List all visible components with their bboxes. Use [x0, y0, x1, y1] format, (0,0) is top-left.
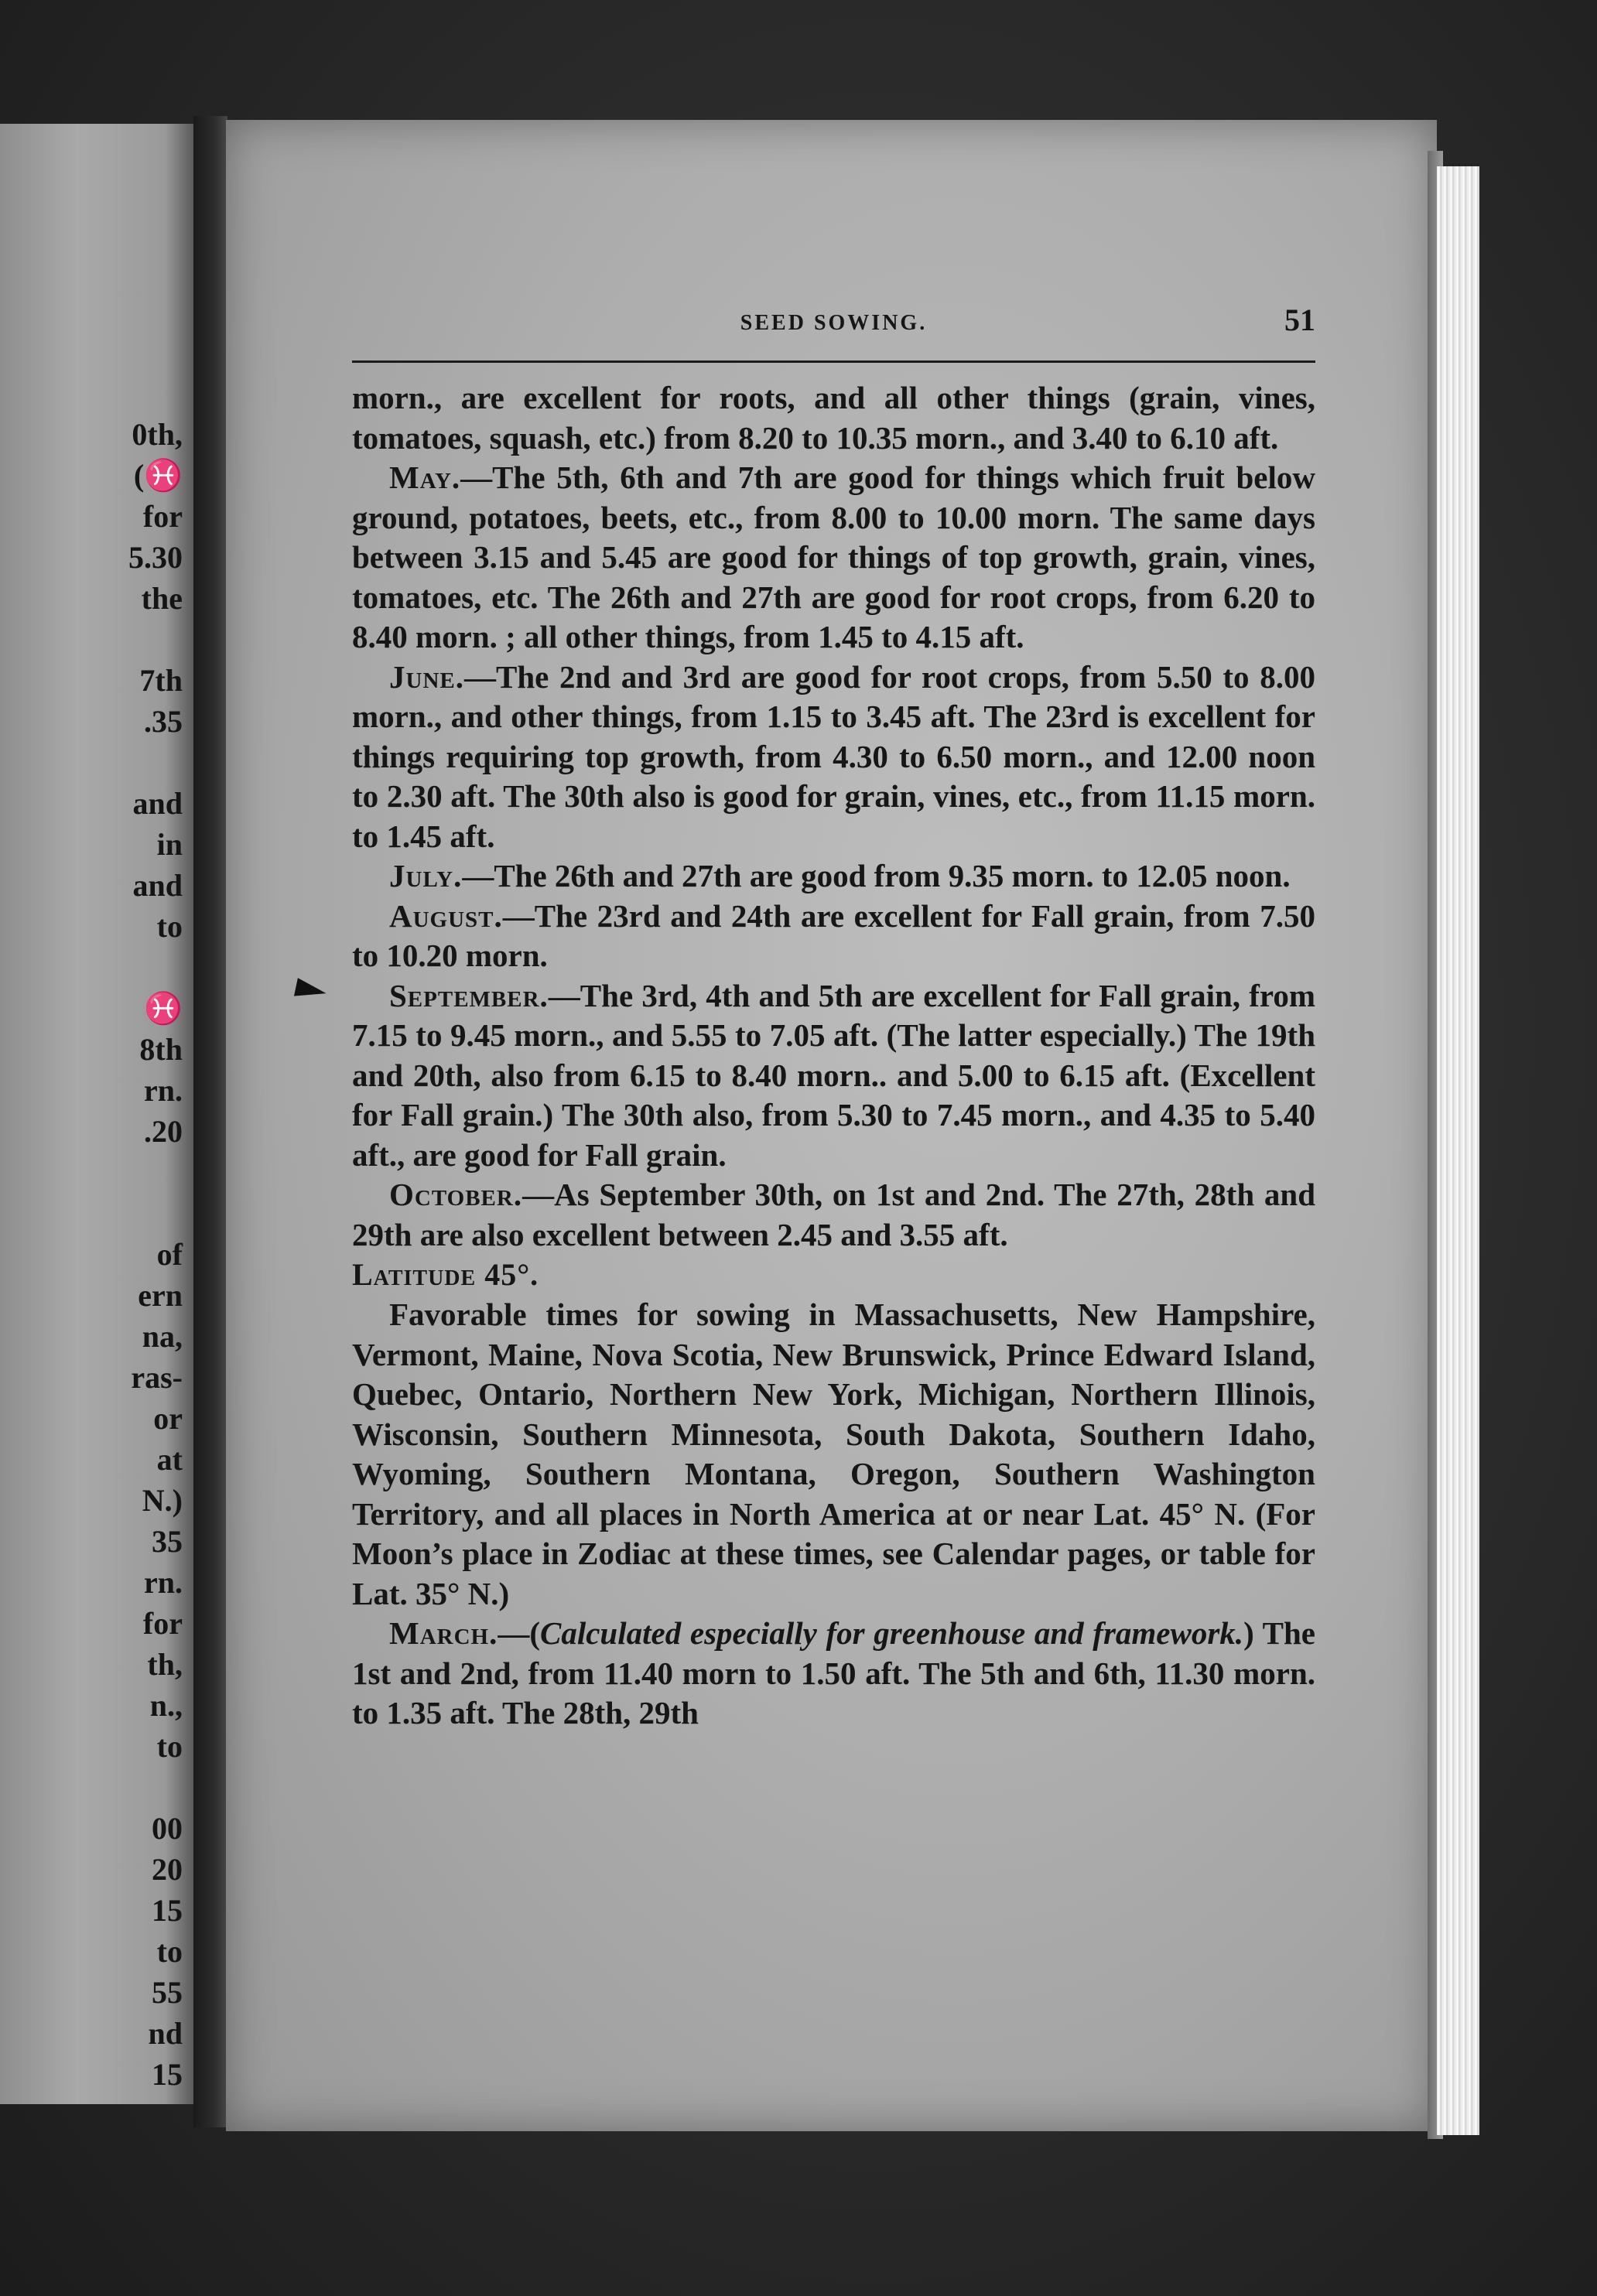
body-text [352, 378, 1315, 1734]
left-page-fragment: 55 [152, 1975, 183, 2010]
left-page-fragment: for [142, 499, 183, 534]
left-page-fragment [128, 1152, 183, 1193]
page-stack-edges [1437, 166, 1479, 2135]
july-text: —The 26th and 27th are good from 9.35 morn. to 12.05 noon. [462, 858, 1291, 893]
left-page-fragment: and [132, 786, 183, 821]
left-page-fragment [128, 947, 183, 988]
left-page-fragment: 15 [152, 2057, 183, 2092]
header-rule [352, 360, 1315, 363]
month-label-june: June. [389, 658, 464, 695]
left-page-fragment: and [132, 868, 183, 903]
left-page-fragment: ern [138, 1278, 183, 1313]
left-page-fragment: 15 [152, 1893, 183, 1928]
march-close-paren: ) [1243, 1615, 1254, 1651]
left-page-fragment: of [156, 1237, 183, 1272]
left-page-fragment: to [156, 1729, 183, 1764]
left-page-fragment: na, [142, 1319, 183, 1354]
left-page-fragment: to [156, 1934, 183, 1969]
left-page-fragment: nd [148, 2016, 183, 2051]
book-gutter [193, 116, 227, 2127]
left-page-fragment [128, 619, 183, 660]
october-text: —As September 30th, on 1st and 2nd. The 27th, 28th and 29th are also excellent between 2.45 and 3.55 aft. [352, 1177, 1315, 1252]
march-text: The 1st and 2nd, from 11.40 morn to 1.50 aft. The 5th and 6th, 11.30 morn. to 1.35 aft. The 28th, 29th [352, 1615, 1315, 1731]
paragraph-july [352, 856, 1315, 897]
paragraph-march [352, 1614, 1315, 1734]
section-heading-latitude: Latitude 45°. [352, 1257, 539, 1292]
september-text: —The 3rd, 4th and 5th are excellent for Fall grain, from 7.15 to 9.45 morn., and 5.55 to 7.05 aft. (The latter especially.) The 19th and 20th, also from 6.15 to 8.40 morn.. and 5.00 to 6.15 aft. (Excellent for Fall grain.) The 30th also, from 5.30 to 7.45 morn., and 4.35 to 5.40 aft., are good for Fall grain. [352, 977, 1315, 1173]
left-page-fragment: 20 [152, 1852, 183, 1887]
left-page-fragment: ♓ [144, 991, 183, 1026]
left-page-fragment: 7th [139, 663, 183, 698]
page-content [352, 302, 1315, 1734]
month-label-october: October. [389, 1177, 523, 1212]
left-page-fragment: rn. [144, 1073, 183, 1108]
left-page-fragment: 8th [139, 1032, 183, 1067]
august-text: —The 23rd and 24th are excellent for Fall grain, from 7.50 to 10.20 morn. [352, 897, 1315, 973]
left-page-fragment [128, 742, 183, 783]
paragraph-october [352, 1175, 1315, 1255]
left-page-fragment: n., [149, 1688, 183, 1723]
left-page-fragment: 5.30 [128, 540, 183, 575]
may-text: —The 5th, 6th and 7th are good for things which fruit below ground, potatoes, beets, etc., from 8.00 to 10.00 morn. The same days between 3.15 and 5.45 are good for things of top growth, grain, vines, tomatoes, etc. The 26th and 27th are good for root crops, from 6.20 to 8.40 morn. ; all other things, from 1.45 to 4.15 aft. [352, 460, 1315, 654]
left-page-fragment: 0th, [132, 417, 183, 452]
june-text: —The 2nd and 3rd are good for root crops, from 5.50 to 8.00 morn., and other things, from 1.15 to 3.45 aft. The 23rd is excellent for things requiring top growth, from 4.30 to 6.50 morn., and 12.00 noon to 2.30 aft. The 30th also is good for grain, vines, etc., from 11.15 morn. to 1.45 aft. [352, 658, 1315, 854]
left-page-fragment: for [142, 1606, 183, 1641]
left-page-fragment: .35 [144, 704, 183, 739]
left-page-fragment: rn. [144, 1565, 183, 1600]
page-number: 51 [1284, 302, 1315, 337]
left-page-fragment: the [141, 581, 183, 616]
march-dash: —( [498, 1615, 540, 1651]
paragraph-latitude: Favorable times for sowing in Massachusetts, New Hampshire, Vermont, Maine, Nova Scotia, New Brunswick, Prince Edward Island, Quebec, Ontario, Northern New York, Michigan, Northern Illinois, Wisconsin, Southern Minnesota, South Dakota, Southern Idaho, Wyoming, Southern Montana, Oregon, Southern Washington Territory, and all places in North America at or near Lat. 45° N. (For Moon’s place in Zodiac at these times, see Calendar pages, or table for Lat. 35° N.) [352, 1297, 1315, 1611]
paragraph-may [352, 458, 1315, 658]
month-label-august: August. [389, 897, 503, 934]
month-label-may: May. [389, 460, 461, 495]
left-page-fragment: th, [147, 1647, 183, 1682]
running-title: SEED SOWING. [740, 311, 928, 335]
left-page-fragment: ras- [131, 1360, 183, 1395]
running-head [352, 302, 1315, 356]
month-label-september: September. [389, 977, 549, 1013]
left-facing-page [0, 124, 193, 2104]
left-page-text-fragments [128, 414, 183, 2095]
paragraph-august [352, 897, 1315, 976]
left-page-fragment: 35 [152, 1524, 183, 1559]
march-italic-note: Calculated especially for greenhouse and framework. [540, 1615, 1244, 1651]
left-page-fragment: (♓ [133, 458, 183, 493]
left-page-fragment: in [156, 827, 183, 862]
paragraph-continuation: morn., are excellent for roots, and all other things (grain, vines, tomatoes, squash, etc.) from 8.20 to 10.35 morn., and 3.40 to 6.10 aft. [352, 380, 1315, 456]
left-page-fragment: at [156, 1442, 183, 1477]
paragraph-june [352, 658, 1315, 857]
left-page-fragment: .20 [144, 1114, 183, 1149]
left-page-fragment: to [156, 909, 183, 944]
left-page-fragment: or [153, 1401, 183, 1436]
left-page-fragment [128, 1193, 183, 1234]
left-page-fragment [128, 1767, 183, 1808]
paragraph-september [352, 976, 1315, 1176]
left-page-fragment: N.) [142, 1483, 183, 1518]
left-page-fragment: 00 [152, 1811, 183, 1846]
month-label-march: March. [389, 1615, 498, 1651]
month-label-july: July. [389, 858, 463, 893]
